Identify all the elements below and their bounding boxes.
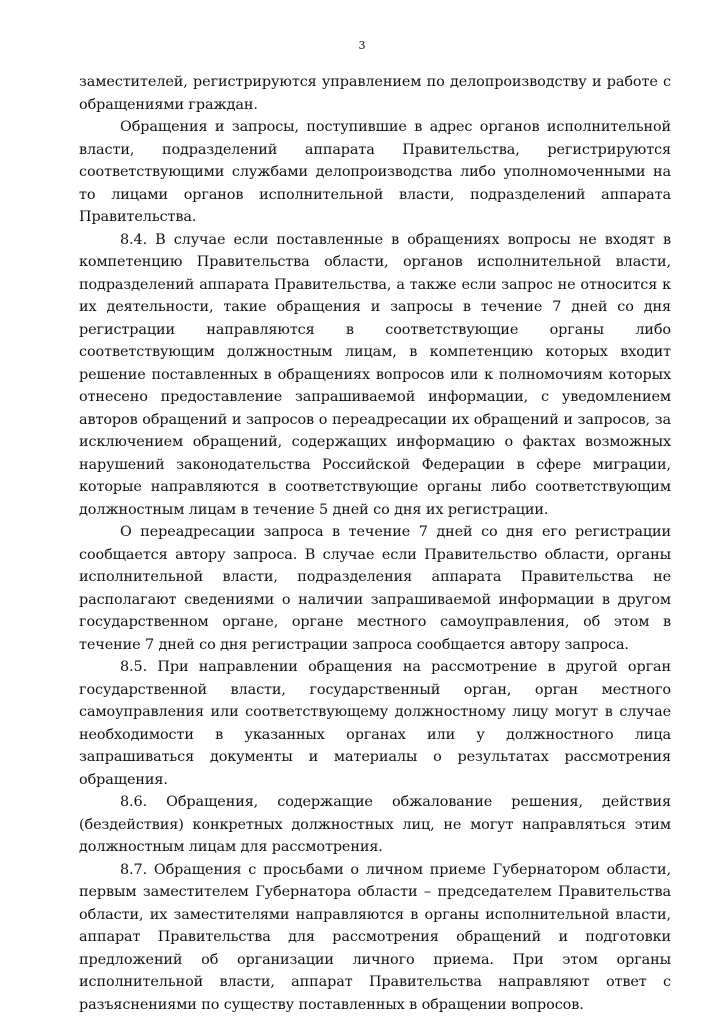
paragraph-8-7: 8.7. Обращения с просьбами о личном приеме Губернатором области, первым заместителем Губернатора области – председателем Правительства области, их заместителями направляются в органы исполнительной власти, аппарат Правительства для рассмотрения обращений и подготовки предложений об организации личного приема. При этом органы исполнительной власти, аппарат Правительства направляют ответ с разъяснениями по существу поставленных в обращении вопросов. bbox=[79, 861, 671, 1013]
paragraph-continuation: заместителей, регистрируются управлением по делопроизводству и работе с обращениями граждан. bbox=[79, 74, 671, 113]
paragraph-8-5: 8.5. При направлении обращения на рассмотрение в другой орган государственной власти, государственный орган, орган местного самоуправления или соответствующему должностному лицу могут в случае необходимости в указанных органах или у должностного лица запрашиваться документы и материалы о результатах рассмотрения обращения. bbox=[79, 659, 671, 788]
paragraph-8-4: 8.4. В случае если поставленные в обращениях вопросы не входят в компетенцию Правительства области, органов исполнительной власти, подразделений аппарата Правительства, а также если запрос не относится к их деятельности, такие обращения и запросы в течение 7 дней со дня регистрации направляются в соответствующие органы либо соответствующим должностным лицам, в компетенцию которых входит решение поставленных в обращениях вопросов или к полномочиям которых отнесено предоставление запрашиваемой информации, с уведомлением авторов обращений и запросов о переадресации их обращений и запросов, за исключением обращений, содержащих информацию о фактах возможных нарушений законодательства Российской Федерации в сфере миграции, которые направляются в соответствующие органы либо соответствующим должностным лицам в течение 5 дней со дня их регистрации. bbox=[79, 231, 671, 518]
page-number: 3 bbox=[358, 39, 366, 52]
paragraph-readdress: О переадресации запроса в течение 7 дней со дня его регистрации сообщается автору запроса. В случае если Правительство области, органы исполнительной власти, подразделения аппарата Правительства не располагают сведениями о наличии запрашиваемой информации в другом государственном органе, органе местного самоуправления, об этом в течение 7 дней со дня регистрации запроса сообщается автору запроса. bbox=[79, 524, 671, 653]
paragraph-8-6: 8.6. Обращения, содержащие обжалование решения, действия (бездействия) конкретных должностных лиц, не могут направляться этим должностным лицам для рассмотрения. bbox=[79, 794, 671, 855]
document-body bbox=[79, 71, 671, 1016]
paragraph-registration: Обращения и запросы, поступившие в адрес органов исполнительной власти, подразделений аппарата Правительства, регистрируются соответствующими службами делопроизводства либо уполномоченными на то лицами органов исполнительной власти, подразделений аппарата Правительства. bbox=[79, 119, 671, 225]
